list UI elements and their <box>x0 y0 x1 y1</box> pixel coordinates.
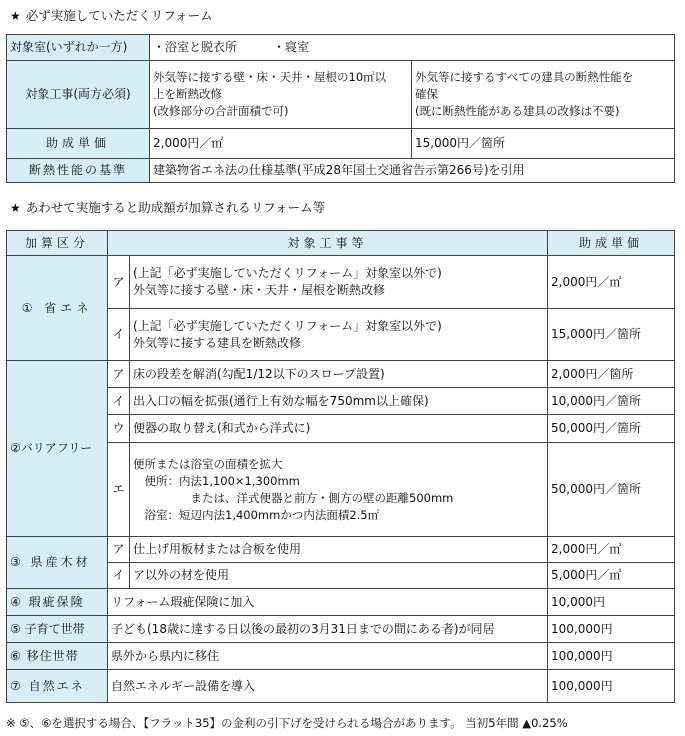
table-row <box>7 670 675 703</box>
work-cell <box>130 309 548 361</box>
footnote: ※ ⑤、⑥を選択する場合、【フラット35】の金利の引下げを受けられる場合があります。 当初5年間 ▲0.25% <box>6 716 568 730</box>
price-cell: 5,000円／㎡ <box>548 563 675 589</box>
table-row <box>7 61 675 129</box>
table-row <box>7 388 675 415</box>
table-row <box>7 35 675 61</box>
work-line: 外気等に接する建具を断熱改修 <box>133 335 302 350</box>
work-line: 便所：内法1,100×1,300mm <box>133 473 300 488</box>
table-row <box>7 361 675 388</box>
category-barrier-free: ②バリアフリー <box>7 361 108 537</box>
table-header-row <box>7 231 675 256</box>
cell <box>412 61 675 129</box>
cell: 15,000円／箇所 <box>412 129 675 159</box>
table-row <box>7 643 675 670</box>
table-row <box>7 537 675 563</box>
price-cell: 100,000円 <box>548 670 675 703</box>
cell-line: 外気等に接するすべての建具の断熱性能を <box>415 70 634 84</box>
cell-line: (改修部分の合計面積で可) <box>153 104 289 118</box>
sub-label: ア <box>108 537 130 563</box>
sub-label: イ <box>108 563 130 589</box>
required-reform-heading <box>10 8 213 24</box>
cell <box>150 61 412 129</box>
work-cell: 子ども(18歳に達する日以後の最初の3月31日までの間にある者)が同居 <box>108 616 548 643</box>
table-row <box>7 443 675 537</box>
work-cell: 県外から県内に移住 <box>108 643 548 670</box>
required-reform-table <box>6 34 675 183</box>
table-row <box>7 256 675 309</box>
cell-line: (既に断熱性能がある建具の改修は不要) <box>415 104 620 118</box>
work-cell <box>130 256 548 309</box>
additional-reform-heading <box>10 200 325 216</box>
table-row <box>7 159 675 183</box>
category-child-rearing: ⑤ 子育て世帯 <box>7 616 108 643</box>
heading-text: 必ず実施していただくリフォーム <box>25 8 213 23</box>
price-cell: 100,000円 <box>548 643 675 670</box>
price-cell: 2,000円／箇所 <box>548 361 675 388</box>
category-local-timber: ③ 県産木材 <box>7 537 108 589</box>
table-row <box>7 415 675 443</box>
cell-line: 外気等に接する壁・床・天井・屋根の10㎡以 <box>153 70 387 84</box>
sub-label: イ <box>108 309 130 361</box>
table-row <box>7 589 675 616</box>
star-icon: ★ <box>10 201 21 215</box>
sub-label: イ <box>108 388 130 415</box>
star-icon: ★ <box>10 9 21 23</box>
cell-line: 確保 <box>415 87 438 101</box>
row-label: 対象工事(両方必須) <box>7 61 150 129</box>
price-cell: 15,000円／箇所 <box>548 309 675 361</box>
cell: 2,000円／㎡ <box>150 129 412 159</box>
table-row <box>7 129 675 159</box>
work-line: 便所または浴室の面積を拡大 <box>133 456 283 471</box>
sub-label: ウ <box>108 415 130 443</box>
sub-label: ア <box>108 256 130 309</box>
price-cell: 10,000円 <box>548 589 675 616</box>
cell: ・浴室と脱衣所 ・寝室 <box>150 35 675 61</box>
price-cell: 2,000円／㎡ <box>548 537 675 563</box>
row-label: 断熱性能の基準 <box>7 159 150 183</box>
category-relocation: ⑥ 移住世帯 <box>7 643 108 670</box>
work-cell: 出入口の幅を拡張(通行上有効な幅を750mm以上確保) <box>130 388 548 415</box>
work-line: 浴室：短辺内法1,400mmかつ内法面積2.5㎡ <box>133 507 380 522</box>
cell-line: 上を断熱改修 <box>153 87 222 101</box>
row-label: 対象室(いずれか一方) <box>7 35 150 61</box>
work-cell: 床の段差を解消(勾配1/12以下のスロープ設置) <box>130 361 548 388</box>
work-line: または、洋式便器と前方・側方の壁の距離500mm <box>133 490 454 505</box>
work-cell: 便器の取り替え(和式から洋式に) <box>130 415 548 443</box>
price-cell: 10,000円／箇所 <box>548 388 675 415</box>
category-natural-energy: ⑦ 自然エネ <box>7 670 108 703</box>
additional-reform-table <box>6 230 675 703</box>
sub-label: ア <box>108 361 130 388</box>
category-defect-insurance: ④ 瑕疵保険 <box>7 589 108 616</box>
work-cell: 自然エネルギー設備を導入 <box>108 670 548 703</box>
work-line: (上記「必ず実施していただくリフォーム」対象室以外で) <box>133 266 442 280</box>
sub-label: エ <box>108 443 130 537</box>
cell: 建築物省エネ法の仕様基準(平成28年国土交通省告示第266号)を引用 <box>150 159 675 183</box>
work-line: (上記「必ず実施していただくリフォーム」対象室以外で) <box>133 318 442 333</box>
header-category: 加算区分 <box>7 231 108 256</box>
header-work: 対象工事等 <box>108 231 548 256</box>
header-price: 助成単価 <box>548 231 675 256</box>
table-row <box>7 616 675 643</box>
work-line: 外気等に接する壁・床・天井・屋根を断熱改修 <box>133 283 386 297</box>
price-cell: 50,000円／箇所 <box>548 415 675 443</box>
heading-text: あわせて実施すると助成額が加算されるリフォーム等 <box>25 200 326 215</box>
work-cell: 仕上げ用板材または合板を使用 <box>130 537 548 563</box>
work-cell <box>130 443 548 537</box>
price-cell: 100,000円 <box>548 616 675 643</box>
work-cell: リフォーム瑕疵保険に加入 <box>108 589 548 616</box>
category-energy-saving: ① 省エネ <box>7 256 108 361</box>
table-row <box>7 309 675 361</box>
table-row <box>7 563 675 589</box>
price-cell: 50,000円／箇所 <box>548 443 675 537</box>
price-cell: 2,000円／㎡ <box>548 256 675 309</box>
row-label: 助成単価 <box>7 129 150 159</box>
work-cell: ア以外の材を使用 <box>130 563 548 589</box>
